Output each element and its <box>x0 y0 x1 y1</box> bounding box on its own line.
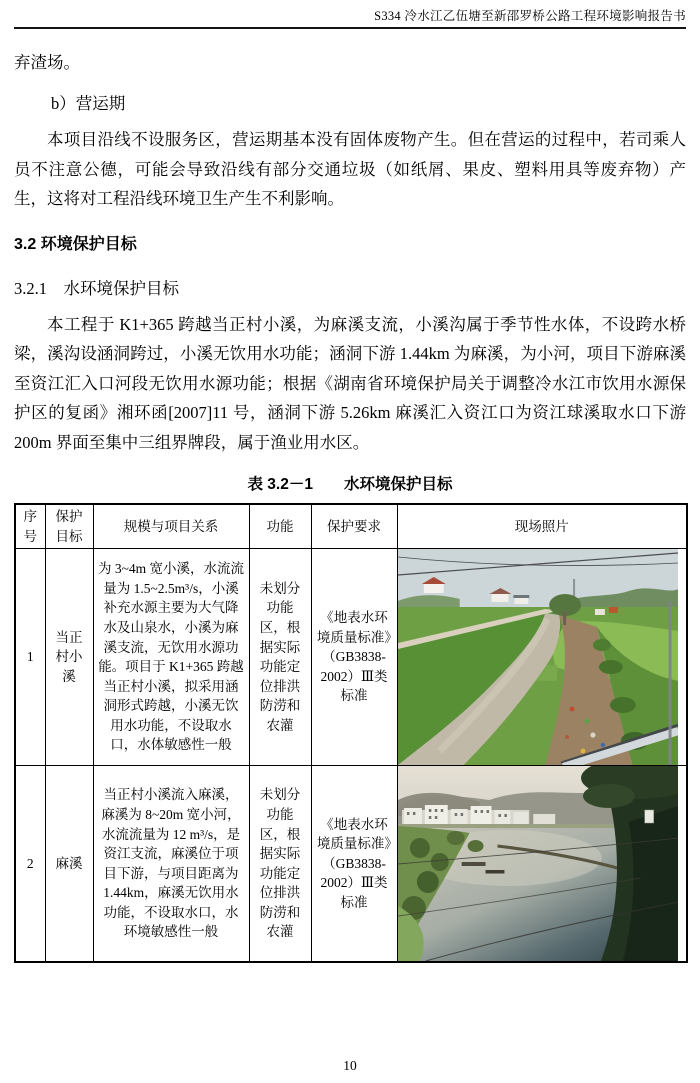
subheading-operation-period: b）营运期 <box>51 94 126 113</box>
cell-requirement: 《地表水环境质量标准》（GB3838-2002）Ⅲ类标准 <box>311 549 397 766</box>
cell-no: 2 <box>15 766 45 963</box>
cell-target: 麻溪 <box>45 766 93 963</box>
cell-relation: 为 3~4m 宽小溪，水流流量为 1.5~2.5m³/s，小溪补充水源主要为大气降水及山泉水，小溪为麻溪支流，无饮用水源功能。项目于 K1+365 跨越当正村小溪，拟采用涵洞形式跨越，小溪无饮用水功能，不设取水口，水体敏感性一般 <box>93 549 249 766</box>
cell-no: 1 <box>15 549 45 766</box>
table-header-row <box>15 504 687 549</box>
cell-photo <box>397 549 687 766</box>
col-header-target: 保护目标 <box>45 504 93 549</box>
cell-photo <box>397 766 687 963</box>
cell-function: 未划分功能区，根据实际功能定位排洪防涝和农灌 <box>249 549 311 766</box>
page-header-title: S334 冷水江乙伍塘至新邵罗桥公路工程环境影响报告书 <box>14 6 686 29</box>
section-heading-3-2: 3.2 环境保护目标 <box>14 235 137 253</box>
table-caption: 表 3.2－1 水环境保护目标 <box>247 476 453 493</box>
table-row <box>15 549 687 766</box>
paragraph-operation-waste: 本项目沿线不设服务区，营运期基本没有固体废物产生。但在营运的过程中，若司乘人员不注意公德，可能会导致沿线有部分交通垃圾（如纸屑、果皮、塑料用具等废弃物）产生，这将对工程沿线环境卫生产生不利影响。 <box>14 130 686 208</box>
stream-site-photo <box>398 549 679 765</box>
river-site-photo <box>398 766 679 961</box>
col-header-no: 序号 <box>15 504 45 549</box>
col-header-function: 功能 <box>249 504 311 549</box>
cell-function: 未划分功能区，根据实际功能定位排洪防涝和农灌 <box>249 766 311 963</box>
table-row <box>15 766 687 963</box>
cell-requirement: 《地表水环境质量标准》（GB3838-2002）Ⅲ类标准 <box>311 766 397 963</box>
cell-target: 当正村小溪 <box>45 549 93 766</box>
col-header-photo: 现场照片 <box>397 504 687 549</box>
section-heading-3-2-1: 3.2.1 水环境保护目标 <box>14 278 179 298</box>
col-header-requirement: 保护要求 <box>311 504 397 549</box>
page-number: 10 <box>343 1058 357 1073</box>
col-header-relation: 规模与项目关系 <box>93 504 249 549</box>
water-protection-targets-table <box>14 503 688 963</box>
paragraph-water-protection: 本工程于 K1+365 跨越当正村小溪，为麻溪支流，小溪沟属于季节性水体，不设跨水桥梁，溪沟设涵洞跨过，小溪无饮用水功能；涵洞下游 1.44km 为麻溪，为小河，项目下游麻溪至资江汇入口河段无饮用水源功能；根据《湖南省环境保护局关于调整冷水江市饮用水源保护区的复函》湘环函[2007]11 号，涵洞下游 5.26km 麻溪汇入资江口为资江球溪取水口下游 200m 界面至集中三组界牌段，属于渔业用水区。 <box>14 314 686 452</box>
paragraph-continuation: 弃渣场。 <box>14 53 80 72</box>
cell-relation: 当正村小溪流入麻溪，麻溪为 8~20m 宽小河，水流流量为 12 m³/s，是资江支流，麻溪位于项目下游，与项目距离为 1.44km，麻溪无饮用水功能，不设取水口，水环境敏感性一般 <box>93 766 249 963</box>
